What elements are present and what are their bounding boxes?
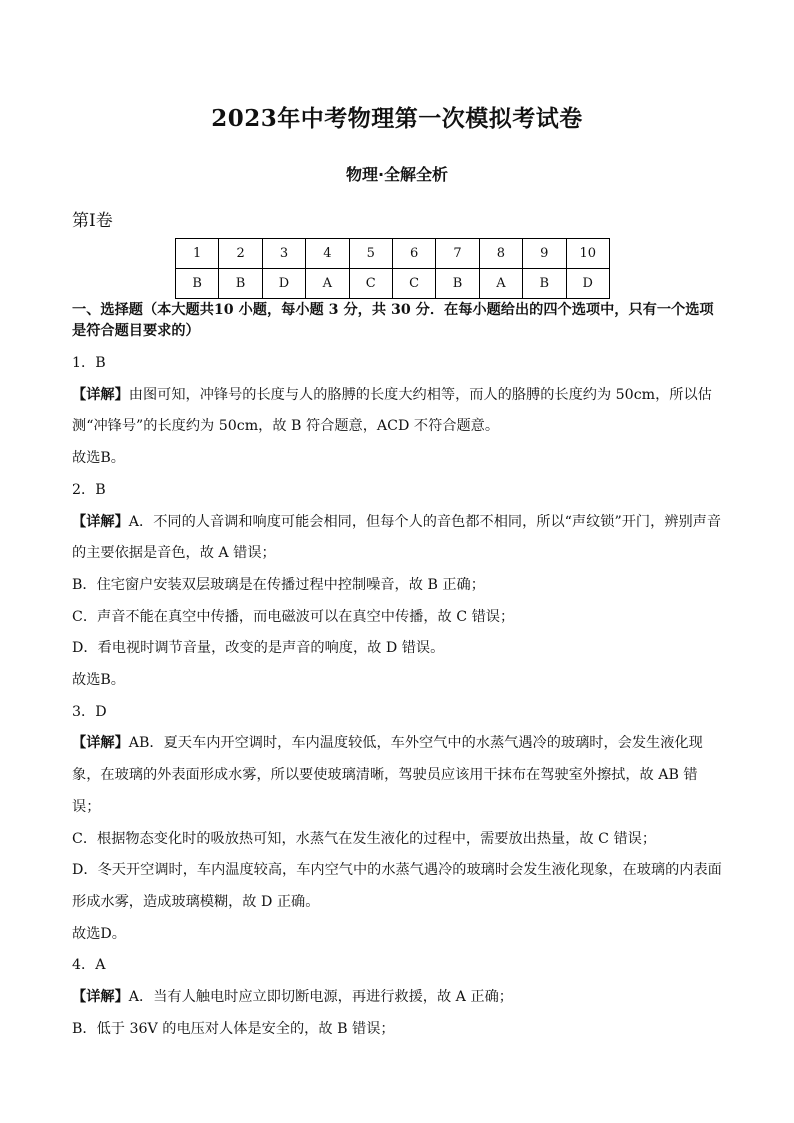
question-2-choice: 故选B。 xyxy=(72,672,125,689)
table-cell-answer: B xyxy=(176,269,219,299)
answer-table-answer-row xyxy=(176,269,610,299)
question-2-answer: 2．B xyxy=(72,481,106,498)
table-cell-answer: D xyxy=(262,269,305,299)
table-cell-number: 2 xyxy=(219,239,262,269)
section-heading xyxy=(72,300,724,342)
detail-text: AB．夏天车内开空调时，车内温度较低，车外空气中的水蒸气遇冷的玻璃时，会发生液化现象，在玻璃的外表面形成水雾，所以要使玻璃清晰，驾驶员应该用干抹布在驾驶室外擦拭，故 AB 错误； xyxy=(72,735,703,815)
detail-tag: 【详解】 xyxy=(72,989,129,1006)
table-cell-answer: A xyxy=(306,269,349,299)
question-3-option-c: C．根据物态变化时的吸放热可知，水蒸气在发生液化的过程中，需要放出热量，故 C 错误； xyxy=(72,830,657,847)
question-1-detail xyxy=(72,380,724,443)
table-cell-number: 9 xyxy=(523,239,566,269)
question-4-option-b: B．低于 36V 的电压对人体是安全的，故 B 错误； xyxy=(72,1020,395,1037)
table-cell-number: 6 xyxy=(392,239,435,269)
detail-tag: 【详解】 xyxy=(72,386,129,403)
question-2-option-b: B．住宅窗户安装双层玻璃是在传播过程中控制噪音，故 B 正确； xyxy=(72,576,485,593)
table-cell-number: 5 xyxy=(349,239,392,269)
detail-tag: 【详解】 xyxy=(72,735,129,752)
table-cell-number: 4 xyxy=(306,239,349,269)
page-subtitle: 物理·全解全析 xyxy=(345,165,449,184)
question-1-answer: 1．B xyxy=(72,355,106,371)
question-3-choice: 故选D。 xyxy=(72,925,126,942)
question-2-option-d: D．看电视时调节音量，改变的是声音的响度，故 D 错误。 xyxy=(72,640,445,657)
page-title: 2023年中考物理第一次模拟考试卷 xyxy=(211,105,583,132)
answer-table xyxy=(175,238,610,299)
table-cell-answer: B xyxy=(219,269,262,299)
table-cell-number: 1 xyxy=(176,239,219,269)
answer-table-number-row xyxy=(176,239,610,269)
section-heading-rest: 10 小题，每小题 3 分，共 30 分．在每小题给出的四个选项中，只有一个选项是符合题目要求的） xyxy=(72,302,714,339)
section-heading-label: 一、选择题（本大题共 xyxy=(72,302,214,318)
table-cell-answer: B xyxy=(436,269,479,299)
table-cell-number: 3 xyxy=(262,239,305,269)
detail-text: A．不同的人音调和响度可能会相同，但每个人的音色都不相同，所以“声纹锁”开门，辨别声音的主要依据是音色，故 A 错误； xyxy=(72,513,722,562)
detail-text: A．当有人触电时应立即切断电源，再进行救援，故 A 正确； xyxy=(128,989,513,1006)
table-cell-answer: A xyxy=(479,269,522,299)
question-3-option-d: D．冬天开空调时，车内温度较高，车内空气中的水蒸气遇冷的玻璃时会发生液化现象，在玻璃的内表面形成水雾，造成玻璃模糊，故 D 正确。 xyxy=(72,862,722,910)
solution-body xyxy=(72,300,724,1045)
question-3-answer: 3．D xyxy=(72,703,107,720)
table-cell-answer: B xyxy=(523,269,566,299)
table-cell-answer: C xyxy=(392,269,435,299)
table-cell-number: 8 xyxy=(479,239,522,269)
table-cell-number: 7 xyxy=(436,239,479,269)
question-3-detail xyxy=(72,728,724,823)
table-cell-answer: C xyxy=(349,269,392,299)
question-2-detail xyxy=(72,507,724,570)
detail-tag: 【详解】 xyxy=(72,513,129,530)
question-2-option-c: C．声音不能在真空中传播，而电磁波可以在真空中传播，故 C 错误； xyxy=(72,608,515,625)
table-cell-answer: D xyxy=(566,269,609,299)
volume-heading: 第Ⅰ卷 xyxy=(72,211,113,231)
question-1-choice: 故选B。 xyxy=(72,450,125,467)
question-4-detail xyxy=(72,982,724,1014)
question-4-answer: 4．A xyxy=(72,957,106,974)
table-cell-number: 10 xyxy=(566,239,609,269)
detail-text: 由图可知，冲锋号的长度与人的胳膊的长度大约相等，而人的胳膊的长度约为 50cm，所以估测“冲锋号”的长度约为 50cm，故 B 符合题意，ACD 不符合题意。 xyxy=(72,386,712,435)
